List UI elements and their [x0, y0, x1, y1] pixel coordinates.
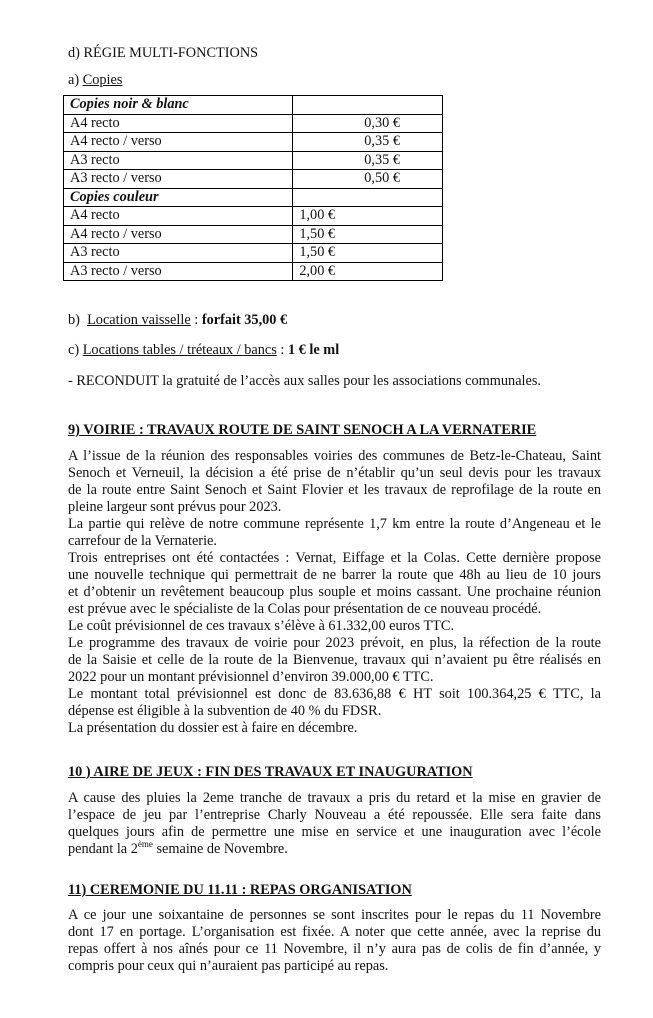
- section-9-body: [68, 448, 601, 737]
- section-10-line4-after: semaine de Novembre.: [152, 841, 288, 857]
- section-10-line: A cause des pluies la 2eme tranche de travaux a pris du retard et la mise en gravier de: [68, 790, 601, 806]
- copies-line: [68, 72, 122, 89]
- paragraph-line: repas offert à nos aînés pour ce 11 Novembre, il n’y aura pas de colis de fin d’année, y: [68, 941, 601, 957]
- paragraph-line: de la Saisie et celle de la route de la Bienvenue, travaux qui n’avaient pu être réalisés en: [68, 652, 601, 668]
- section-10-line: [68, 841, 601, 858]
- paragraph-line: Trois entreprises ont été contactées : Vernat, Eiffage et la Colas. Cette dernière propose: [68, 550, 601, 566]
- paragraph-line: de la route entre Saint Senoch et Saint Flovier et les travaux de reprofilage de la route en: [68, 482, 601, 498]
- location-vaisselle-prefix: b): [68, 312, 88, 328]
- location-vaisselle-value: forfait 35,00 €: [201, 312, 288, 328]
- paragraph-line: 2022 pour un montant prévisionnel d’environ 39.000,00 € TTC.: [68, 669, 434, 685]
- table-cell-format: A3 recto: [64, 244, 293, 263]
- table-row: [64, 133, 443, 152]
- location-vaisselle-sep: :: [190, 312, 202, 328]
- section-11-body: [68, 907, 601, 975]
- table-cell-price: 1,50 €: [293, 244, 443, 263]
- paragraph-line: Le programme des travaux de voirie pour 2023 prévoit, en plus, la réfection de la route: [68, 635, 601, 651]
- table-cell-format: A3 recto: [64, 151, 293, 170]
- location-vaisselle-line: [68, 312, 287, 329]
- paragraph-line: La présentation du dossier est à faire en décembre.: [68, 720, 358, 736]
- location-vaisselle-label: Location vaisselle: [87, 312, 191, 328]
- table-row: [64, 262, 443, 281]
- section-10-line4-before: pendant la 2: [68, 841, 138, 857]
- paragraph-line: et d’obtenir un revêtement beaucoup plus souple et moins cassant. Une prochaine réunion: [68, 584, 601, 600]
- section-10-line: l’espace de jeu par l’entreprise Charly Nouveau a été repoussée. Elle sera faite dans: [68, 807, 601, 823]
- paragraph-line: Senoch et Verneuil, la décision a été prise de n’établir qu’un seul devis pour les travaux: [68, 465, 601, 481]
- paragraph-line: A ce jour une soixantaine de personnes se sont inscrites pour le repas du 11 Novembre: [68, 907, 601, 923]
- location-tables-value: 1 € le ml: [287, 342, 340, 358]
- paragraph-line: carrefour de la Vernaterie.: [68, 533, 217, 549]
- section-10-line: quelques jours afin de permettre une mise en service et une inauguration avec l’école: [68, 824, 601, 840]
- location-tables-sep: :: [276, 342, 288, 358]
- table-row: [64, 244, 443, 263]
- section-11-heading: 11) CEREMONIE DU 11.11 : REPAS ORGANISATION: [68, 882, 412, 898]
- table-row: [64, 207, 443, 226]
- table-header-row: [64, 96, 443, 115]
- table-cell-price: 0,30 €: [293, 114, 443, 133]
- paragraph-line: une nouvelle technique qui permettrait de ne barrer la route que 48h au lieu de 10 jours: [68, 567, 601, 583]
- copies-prefix: a): [68, 72, 83, 88]
- table-header-row: [64, 188, 443, 207]
- section-9-heading: 9) VOIRIE : TRAVAUX ROUTE DE SAINT SENOCH A LA VERNATERIE: [68, 422, 537, 438]
- paragraph-line: dont 17 en portage. L’organisation est fixée. A noter que cette année, avec la reprise du: [68, 924, 601, 940]
- paragraph-line: est prévue avec le spécialiste de la Colas pour présentation de ce nouveau procédé.: [68, 601, 542, 617]
- location-tables-prefix: c): [68, 342, 83, 358]
- section-10-body: [68, 790, 601, 858]
- table-cell-price: 0,50 €: [293, 170, 443, 189]
- table-cell-price: [293, 188, 443, 207]
- paragraph-line: Le montant total prévisionnel est donc de 83.636,88 € HT soit 100.364,25 € TTC, la: [68, 686, 601, 702]
- copies-label: Copies: [82, 72, 123, 88]
- table-cell-format: A4 recto: [64, 114, 293, 133]
- table-cell-price: 1,00 €: [293, 207, 443, 226]
- location-tables-label: Locations tables / tréteaux / bancs: [82, 342, 277, 358]
- table-cell-price: 0,35 €: [293, 133, 443, 152]
- table-row: [64, 151, 443, 170]
- table-row: [64, 225, 443, 244]
- paragraph-line: Le coût prévisionnel de ces travaux s’élève à 61.332,00 euros TTC.: [68, 618, 455, 634]
- paragraph-line: A l’issue de la réunion des responsables voiries des communes de Betz-le-Chateau, Saint: [68, 448, 601, 464]
- table-cell-price: 1,50 €: [293, 225, 443, 244]
- paragraph-line: La partie qui relève de notre commune représente 1,7 km entre la route d’Angeneau et le: [68, 516, 601, 532]
- table-cell-price: [293, 96, 443, 115]
- paragraph-line: pleine largeur sont prévus pour 2023.: [68, 499, 282, 515]
- section-10-line4-sup: ème: [137, 839, 153, 850]
- paragraph-line: compris pour ceux qui n’auraient pas participé au repas.: [68, 958, 389, 974]
- table-cell-format: A4 recto / verso: [64, 133, 293, 152]
- table-cell-format: A4 recto / verso: [64, 225, 293, 244]
- table-cell-price: 2,00 €: [293, 262, 443, 281]
- table-section-label: Copies noir & blanc: [64, 96, 293, 115]
- section-d-title: d) RÉGIE MULTI-FONCTIONS: [68, 45, 259, 61]
- copies-price-table: [63, 95, 443, 281]
- location-tables-line: [68, 342, 339, 359]
- table-cell-price: 0,35 €: [293, 151, 443, 170]
- table-section-label: Copies couleur: [64, 188, 293, 207]
- table-cell-format: A4 recto: [64, 207, 293, 226]
- table-cell-format: A3 recto / verso: [64, 262, 293, 281]
- reconduit-line: - RECONDUIT la gratuité de l’accès aux salles pour les associations communales.: [68, 373, 541, 389]
- table-row: [64, 114, 443, 133]
- paragraph-line: dépense est éligible à la subvention de 40 % du FDSR.: [68, 703, 382, 719]
- section-10-heading: 10 ) AIRE DE JEUX : FIN DES TRAVAUX ET INAUGURATION: [68, 764, 473, 780]
- table-cell-format: A3 recto / verso: [64, 170, 293, 189]
- table-row: [64, 170, 443, 189]
